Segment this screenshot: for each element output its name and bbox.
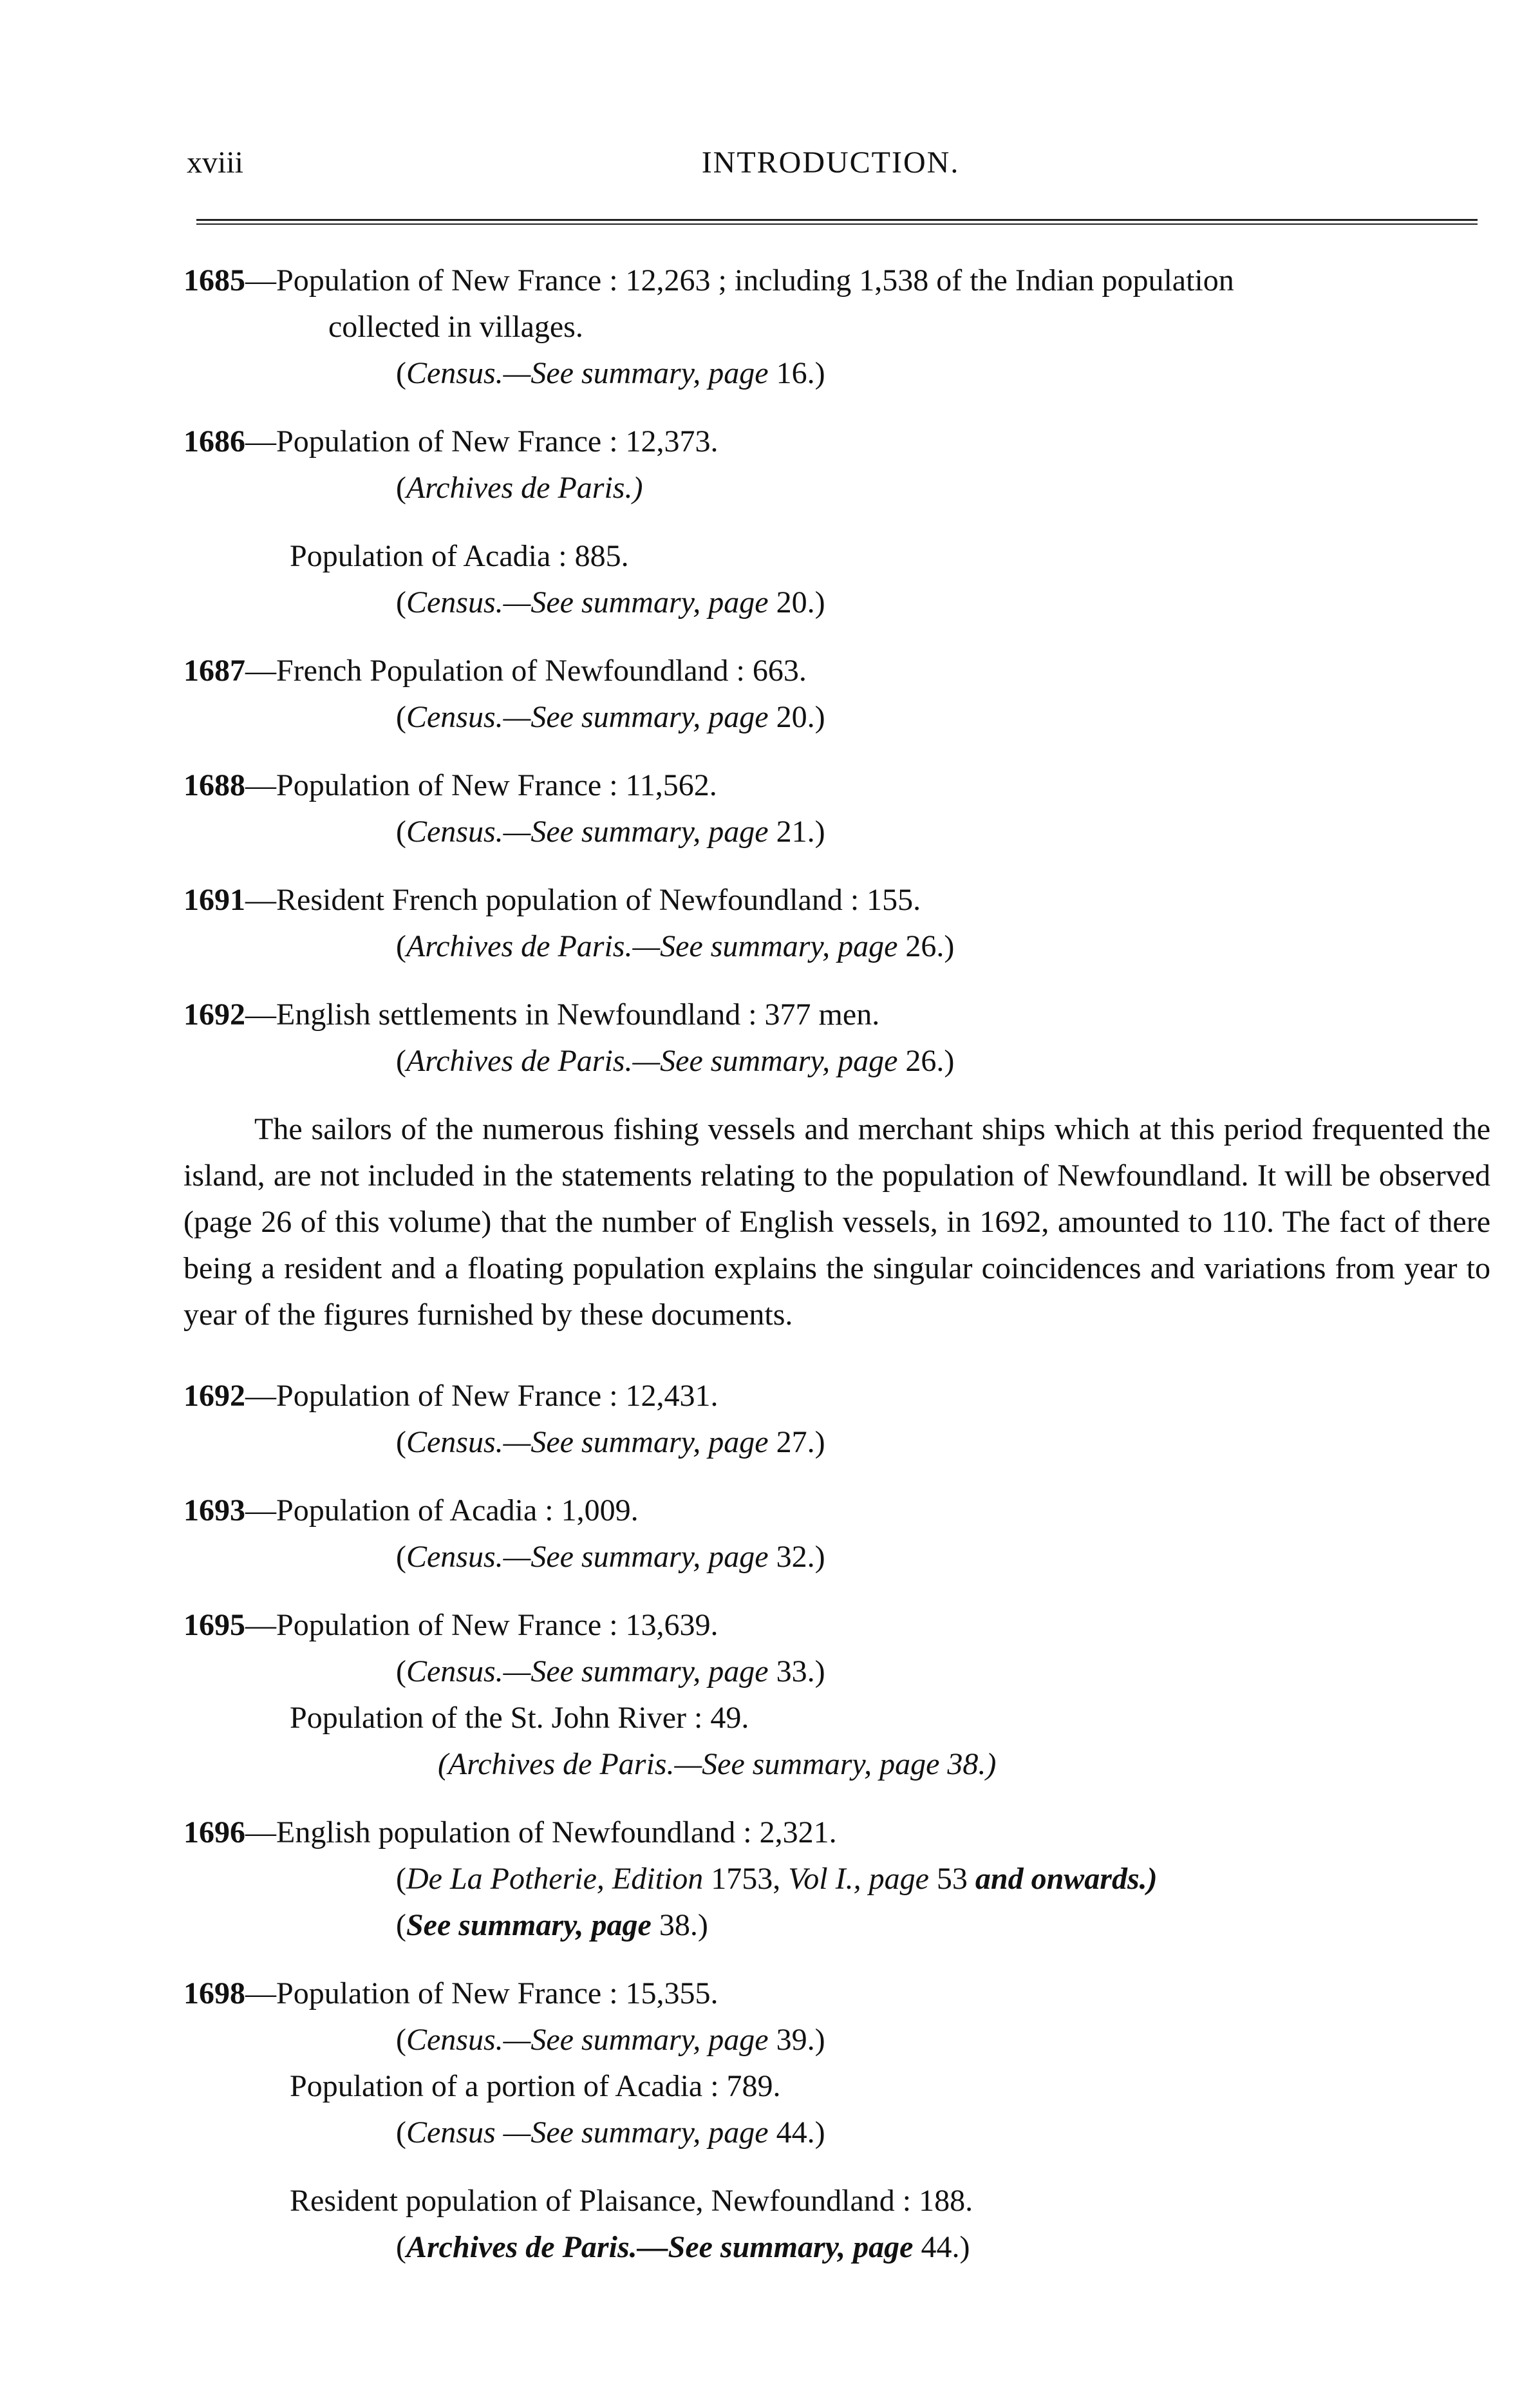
entry-1687 <box>183 648 1490 741</box>
sub-entry-2-source: (Archives de Paris.—See summary, page 44.) <box>396 2230 970 2264</box>
entry-line: 1692—Population of New France : 12,431. <box>183 1379 718 1413</box>
entry-line: 1696—English population of Newfoundland : 2,321. <box>183 1815 837 1849</box>
sub-entry: Population of the St. John River : 49. <box>290 1701 749 1735</box>
explanatory-note: The sailors of the numerous fishing vessels and merchant ships which at this period frequented the island, are not included in the statements relating to the population of Newfoundland. It will be observed (page 26 of this volume) that the number of English vessels, in 1692, amounted to 110. The fact of there being a resident and a floating population explains the singular coincidences and variations from year to year of the figures furnished by these documents. <box>183 1112 1490 1332</box>
entry-line: 1687—French Population of Newfoundland : 663. <box>183 654 807 688</box>
entry-line: 1695—Population of New France : 13,639. <box>183 1608 718 1642</box>
entry-source: (Census.—See summary, page 21.) <box>396 815 825 849</box>
page-header <box>187 145 1474 196</box>
entry-line: 1686—Population of New France : 12,373. <box>183 424 718 459</box>
entry-source: (Archives de Paris.—See summary, page 26.) <box>396 1044 955 1078</box>
entry-1696 <box>183 1810 1490 1949</box>
entry-line: 1688—Population of New France : 11,562. <box>183 768 717 802</box>
entry-1692 <box>183 1373 1490 1466</box>
entry-1691 <box>183 877 1490 970</box>
sub-entry: Population of Acadia : 885. <box>290 539 629 573</box>
entry-line: 1691—Resident French population of Newfoundland : 155. <box>183 883 921 917</box>
header-rule <box>196 219 1478 227</box>
entry-1692-english <box>183 992 1490 1084</box>
sub-entry: Population of a portion of Acadia : 789. <box>290 2069 781 2103</box>
entry-source: (Census.—See summary, page 27.) <box>396 1425 825 1459</box>
entry-1693 <box>183 1488 1490 1580</box>
entry-source: (Census.—See summary, page 16.) <box>396 356 825 390</box>
sub-entry-source: (Archives de Paris.—See summary, page 38.) <box>438 1747 997 1781</box>
entry-1686 <box>183 419 1490 626</box>
entry-source: (Archives de Paris.—See summary, page 26.) <box>396 929 955 963</box>
running-title: INTRODUCTION. <box>701 146 960 180</box>
sub-entry-2: Resident population of Plaisance, Newfoundland : 188. <box>290 2184 973 2218</box>
entry-1685 <box>183 258 1490 397</box>
page-body <box>183 258 1490 2293</box>
entry-line: 1685—Population of New France : 12,263 ; including 1,538 of the Indian population <box>183 263 1234 298</box>
entry-1695 <box>183 1602 1490 1788</box>
entry-1688 <box>183 762 1490 855</box>
entry-source: (Census.—See summary, page 39.) <box>396 2023 825 2057</box>
entry-line: 1698—Population of New France : 15,355. <box>183 1976 718 2010</box>
entry-line: 1692—English settlements in Newfoundland : 377 men. <box>183 998 880 1032</box>
entry-1698 <box>183 1971 1490 2271</box>
page-number: xviii <box>187 146 244 180</box>
entry-source: (De La Potherie, Edition 1753, Vol I., page 53 and onwards.) <box>396 1862 1158 1896</box>
entry-source: (Census.—See summary, page 33.) <box>396 1654 825 1688</box>
entry-source: (Census.—See summary, page 20.) <box>396 700 825 734</box>
entry-line: 1693—Population of Acadia : 1,009. <box>183 1493 639 1527</box>
sub-entry-source: (Census.—See summary, page 20.) <box>396 585 825 619</box>
entry-source: (Archives de Paris.) <box>396 471 643 505</box>
entry-source: (Census.—See summary, page 32.) <box>396 1540 825 1574</box>
entry-continuation: collected in villages. <box>328 310 583 344</box>
sub-entry-source: (Census —See summary, page 44.) <box>396 2115 825 2150</box>
entry-source-2: (See summary, page 38.) <box>396 1908 708 1942</box>
